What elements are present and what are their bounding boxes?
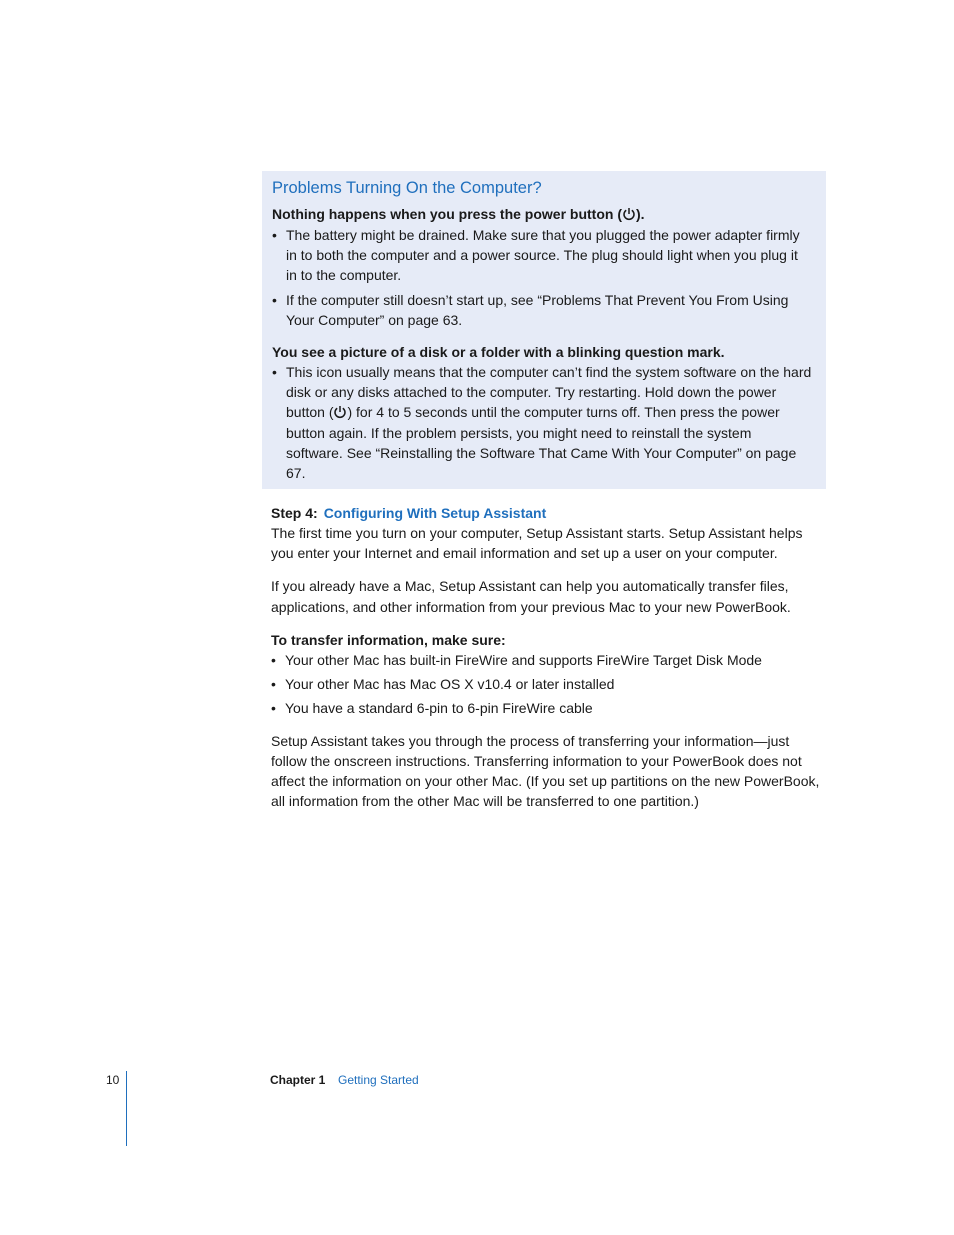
footer-chapter: Chapter 1 bbox=[270, 1073, 326, 1087]
step-heading bbox=[271, 503, 821, 523]
power-icon bbox=[333, 405, 347, 419]
paragraph-transfer-intro: If you already have a Mac, Setup Assistant can help you automatically transfer files, applications, and other information from your previous Mac to your new PowerBook. bbox=[271, 578, 791, 615]
power-icon bbox=[622, 207, 636, 221]
paragraph-transfer-process: Setup Assistant takes you through the process of transferring your information—just follow the onscreen instructions. Transferring information to your PowerBook does not affect the information on your other Mac. (If you set up partitions on the new PowerBook, all information from the other Mac will be transferred to one partition.) bbox=[271, 732, 820, 810]
transfer-heading: To transfer information, make sure: bbox=[271, 631, 506, 648]
list-item: • If the computer still doesn’t start up, see “Problems That Prevent You From Using Your Computer” on page 63. bbox=[272, 290, 812, 330]
footer-chapter-title: Getting Started bbox=[338, 1073, 419, 1087]
disk-bullet-list bbox=[272, 362, 812, 483]
question-power-suffix: ). bbox=[636, 206, 645, 222]
list-item: • Your other Mac has Mac OS X v10.4 or later installed bbox=[271, 674, 821, 694]
footer-divider bbox=[126, 1071, 127, 1146]
paragraph-setup-intro: The first time you turn on your computer, Setup Assistant starts. Setup Assistant helps you enter your Internet and email information and set up a user on your computer. bbox=[271, 525, 803, 562]
page-number: 10 bbox=[106, 1073, 120, 1087]
disk-bullet-text-after: ) for 4 to 5 seconds until the computer turns off. Then press the power button again. If the problem persists, you might need to reinstall the system software. See “Reinstalling the Software That Came With Your Computer” on page 67. bbox=[286, 404, 797, 482]
step-name: Configuring With Setup Assistant bbox=[323, 505, 547, 521]
list-item: • You have a standard 6-pin to 6-pin FireWire cable bbox=[271, 698, 821, 718]
list-item: • Your other Mac has built-in FireWire and supports FireWire Target Disk Mode bbox=[271, 650, 821, 670]
callout-title: Problems Turning On the Computer? bbox=[272, 179, 542, 197]
question-blinking-disk: You see a picture of a disk or a folder with a blinking question mark. bbox=[272, 344, 725, 361]
question-power-text: Nothing happens when you press the power button ( bbox=[272, 206, 622, 222]
question-power-button bbox=[272, 204, 812, 224]
step-number: Step 4: bbox=[271, 505, 318, 521]
power-bullet-list bbox=[272, 225, 812, 330]
transfer-requirements-list bbox=[271, 650, 821, 719]
disk-bullet-text-before: This icon usually means that the computer can’t find the system software on the hard disk or any disks attached to the computer. Try restarting. Hold down the power button ( bbox=[286, 364, 812, 421]
main-content bbox=[271, 503, 821, 811]
list-item: • The battery might be drained. Make sure that you plugged the power adapter firmly in to both the computer and a power source. The plug should light when you plug it in to the computer. bbox=[272, 225, 812, 286]
list-item bbox=[272, 362, 812, 483]
troubleshooting-callout bbox=[262, 171, 826, 489]
